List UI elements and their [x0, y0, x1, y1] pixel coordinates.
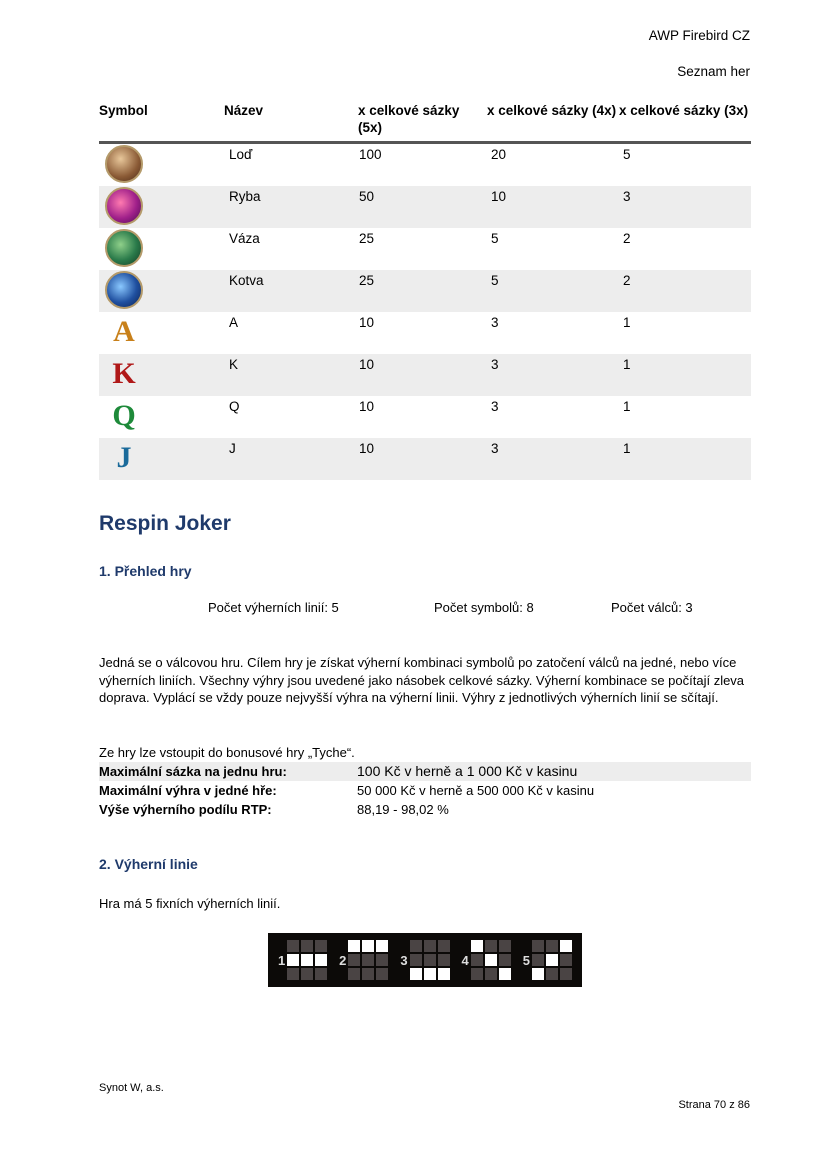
col-5x: x celkové sázky (5x): [358, 100, 487, 143]
payline-cell: [560, 968, 572, 980]
win-5x: 10: [358, 354, 487, 396]
bonus-text: Ze hry lze vstoupit do bonusové hry „Tyche“.: [99, 745, 355, 760]
win-4x: 3: [487, 354, 619, 396]
payline-cell: [485, 954, 497, 966]
payline-cell: [499, 968, 511, 980]
symbol-name: Q: [229, 399, 240, 414]
win-4x: 3: [487, 438, 619, 480]
payline-cell: [301, 954, 313, 966]
payline-cell: [362, 954, 374, 966]
table-row: [99, 186, 751, 228]
game-description: Jedná se o válcovou hru. Cílem hry je získat výherní kombinaci symbolů po zatočení válců na jedné, nebo více výherních liniích. Všechny výhry jsou uvedené jako násobek celkové sázky. Výherní kombinace se počítají zleva doprava. Vyplácí se vždy pouze nejvyšší výhra na výherní linii. Výhry z jednotlivých výherních linií se sčítají.: [99, 655, 745, 705]
symbol-name: K: [224, 354, 358, 396]
payline-cell: [424, 940, 436, 952]
payline-cell: [424, 968, 436, 980]
payline-cell: [410, 940, 422, 952]
payline-cell: [348, 968, 360, 980]
letter-j-symbol-icon: J: [116, 441, 132, 474]
payline-5: [523, 940, 572, 980]
info-value: 88,19 - 98,02 %: [357, 802, 449, 817]
win-4x: 3: [491, 315, 499, 330]
stat-symbols: Počet symbolů: 8: [434, 600, 534, 615]
symbol-name: A: [229, 315, 239, 330]
payline-cell: [471, 954, 483, 966]
win-5x: 25: [359, 231, 375, 246]
payline-number: 5: [522, 952, 530, 968]
section-title: Seznam her: [677, 64, 750, 79]
payline-cell: [546, 968, 558, 980]
payline-cell: [485, 968, 497, 980]
paylines-text: Hra má 5 fixních výherních linií.: [99, 896, 281, 911]
payline-cell: [560, 954, 572, 966]
payline-cell: [315, 940, 327, 952]
win-4x: 20: [491, 147, 507, 162]
fish-symbol-icon: [103, 186, 145, 226]
payline-cell: [499, 940, 511, 952]
win-5x: 50: [358, 186, 487, 228]
info-row-rtp: [99, 800, 751, 819]
payline-cell: [348, 954, 360, 966]
payline-cell: [362, 968, 374, 980]
payline-cell: [546, 954, 558, 966]
col-3x: x celkové sázky (3x): [619, 100, 751, 143]
document-title: AWP Firebird CZ: [648, 28, 750, 43]
win-3x: 1: [623, 315, 631, 330]
payline-cell: [301, 940, 313, 952]
stat-reels: Počet válců: 3: [611, 600, 693, 615]
payline-number: 2: [339, 952, 347, 968]
payline-number: 1: [277, 952, 286, 968]
ship-symbol-icon: [103, 144, 145, 184]
info-label: Výše výherního podílu RTP:: [99, 802, 272, 817]
payline-cell: [546, 940, 558, 952]
win-5x: 10: [359, 315, 375, 330]
symbol-name: Loď: [229, 147, 253, 162]
letter-a-symbol-icon: A: [113, 315, 135, 348]
payline-cell: [471, 940, 483, 952]
symbol-name: J: [224, 438, 358, 480]
info-label: Maximální sázka na jednu hru:: [99, 764, 287, 779]
payline-4: [462, 940, 511, 980]
win-4x: 5: [491, 231, 499, 246]
col-name: Název: [224, 100, 358, 143]
stat-lines: Počet výherních linií: 5: [208, 600, 339, 615]
payline-cell: [410, 954, 422, 966]
payline-cell: [471, 968, 483, 980]
payline-cell: [315, 968, 327, 980]
payline-cell: [315, 954, 327, 966]
payline-cell: [438, 954, 450, 966]
symbol-name: Váza: [229, 231, 260, 246]
table-row: [99, 143, 751, 187]
win-5x: 100: [359, 147, 382, 162]
payline-number: 3: [400, 952, 408, 968]
table-row: [99, 270, 751, 312]
footer-page-number: Strana 70 z 86: [678, 1099, 750, 1111]
payline-cell: [560, 940, 572, 952]
win-3x: 1: [619, 438, 751, 480]
win-3x: 2: [623, 231, 631, 246]
game-title: Respin Joker: [99, 512, 231, 535]
payline-cell: [348, 940, 360, 952]
table-row: [99, 228, 751, 270]
payline-cell: [499, 954, 511, 966]
win-3x: 5: [623, 147, 631, 162]
table-row: [99, 312, 751, 354]
symbol-name: Kotva: [224, 270, 358, 312]
win-4x: 3: [491, 399, 499, 414]
payline-cell: [376, 968, 388, 980]
payline-3: [400, 940, 449, 980]
payline-cell: [287, 940, 299, 952]
win-3x: 3: [619, 186, 751, 228]
win-5x: 25: [358, 270, 487, 312]
payline-cell: [532, 968, 544, 980]
payline-cell: [438, 940, 450, 952]
payline-cell: [376, 954, 388, 966]
anchor-symbol-icon: [103, 270, 145, 310]
win-3x: 1: [619, 354, 751, 396]
win-5x: 10: [359, 399, 375, 414]
payline-cell: [438, 968, 450, 980]
win-5x: 10: [358, 438, 487, 480]
payline-cell: [301, 968, 313, 980]
payline-cell: [410, 968, 422, 980]
paylines-image: [268, 933, 582, 987]
payline-cell: [287, 954, 299, 966]
payline-cell: [362, 940, 374, 952]
win-3x: 2: [619, 270, 751, 312]
letter-k-symbol-icon: K: [112, 357, 136, 390]
payline-cell: [287, 968, 299, 980]
vase-symbol-icon: [103, 228, 145, 268]
win-4x: 5: [487, 270, 619, 312]
payline-number: 4: [461, 952, 469, 968]
payline-1: [278, 940, 327, 980]
win-4x: 10: [487, 186, 619, 228]
info-label: Maximální výhra v jedné hře:: [99, 783, 277, 798]
col-symbol: Symbol: [99, 100, 224, 143]
symbol-paytable: [99, 100, 751, 480]
payline-cell: [485, 940, 497, 952]
payline-cell: [532, 940, 544, 952]
payline-cell: [424, 954, 436, 966]
symbol-name: Ryba: [224, 186, 358, 228]
footer-company: Synot W, a.s.: [99, 1082, 164, 1094]
info-value: 100 Kč v herně a 1 000 Kč v kasinu: [357, 763, 578, 779]
paylines-heading: 2. Výherní linie: [99, 856, 198, 872]
payline-cell: [376, 940, 388, 952]
letter-q-symbol-icon: Q: [112, 399, 136, 432]
win-3x: 1: [623, 399, 631, 414]
info-row-max-bet: [99, 762, 751, 781]
table-row: [99, 354, 751, 396]
table-row: [99, 396, 751, 438]
payline-2: [339, 940, 388, 980]
info-row-max-win: [99, 781, 751, 800]
table-row: [99, 438, 751, 480]
info-value: 50 000 Kč v herně a 500 000 Kč v kasinu: [357, 783, 595, 798]
payline-cell: [532, 954, 544, 966]
overview-heading: 1. Přehled hry: [99, 563, 192, 579]
col-4x: x celkové sázky (4x): [487, 100, 619, 143]
